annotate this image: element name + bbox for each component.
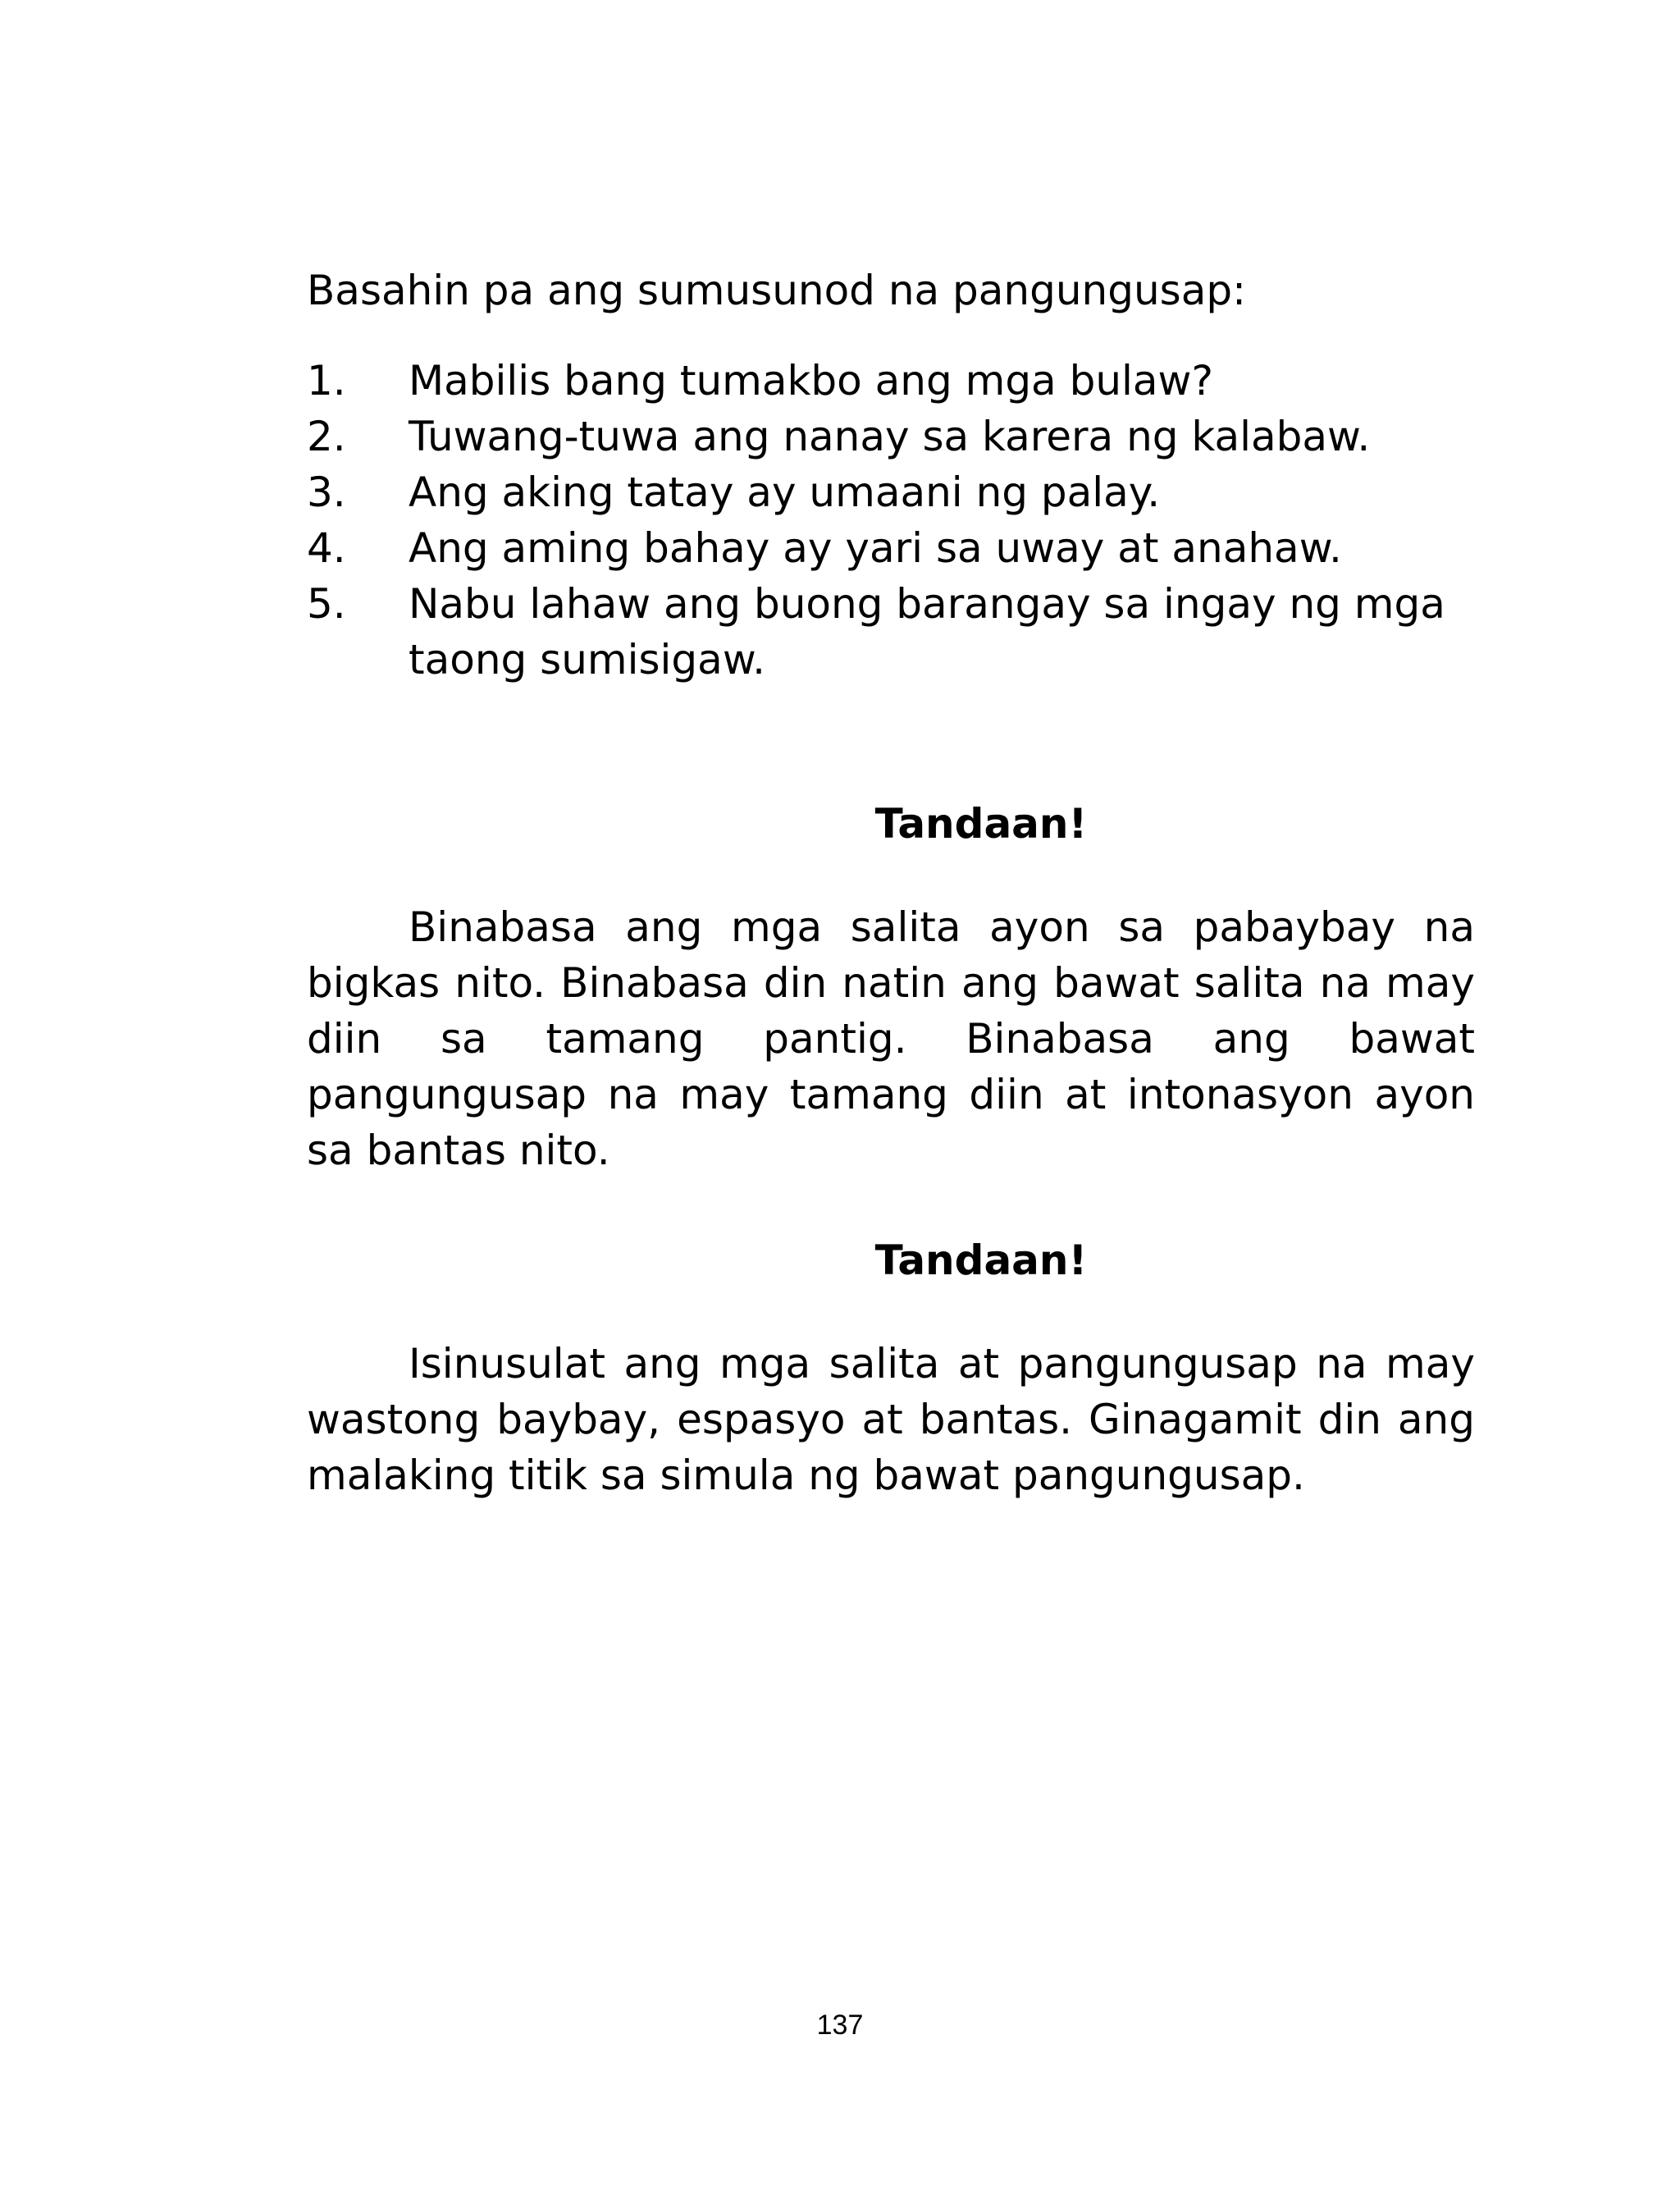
list-item [307, 520, 1475, 576]
sentence-list [307, 353, 1475, 688]
list-item-number: 1. [307, 357, 346, 405]
section-paragraph-2: Isinusulat ang mga salita at pangungusap na may wastong baybay, espasyo at bantas. Ginagamit din ang malaking titik sa simula ng bawat pangungusap. [307, 1340, 1475, 1499]
section-paragraph-1: Binabasa ang mga salita ayon sa pabaybay na bigkas nito. Binabasa din natin ang bawat salita na may diin sa tamang pantig. Binabasa ang bawat pangungusap na may tamang diin at intonasyon ayon sa bantas nito. [307, 903, 1475, 1174]
list-item-text: Mabilis bang tumakbo ang mga bulaw? [409, 357, 1213, 405]
section-heading-tandaan-2: Tandaan! [874, 1237, 1088, 1284]
list-item [307, 409, 1475, 464]
list-item-number: 3. [307, 469, 346, 516]
list-item-number: 5. [307, 580, 346, 628]
list-item-number: 2. [307, 413, 346, 460]
section-heading-tandaan-1: Tandaan! [874, 800, 1088, 848]
intro-text: Basahin pa ang sumusunod na pangungusap: [307, 267, 1246, 314]
list-item [307, 576, 1475, 688]
list-item-text: Ang aming bahay ay yari sa uway at anahaw. [409, 524, 1342, 572]
list-item [307, 464, 1475, 520]
list-item-text: Tuwang-tuwa ang nanay sa karera ng kalabaw. [409, 413, 1371, 460]
page-number: 137 [816, 2009, 864, 2041]
list-item [307, 353, 1475, 409]
document-body [307, 263, 1475, 1503]
list-item-text: Nabu lahaw ang buong barangay sa ingay ng mga taong sumisigaw. [409, 580, 1445, 684]
list-item-text: Ang aking tatay ay umaani ng palay. [409, 469, 1161, 516]
list-item-number: 4. [307, 524, 346, 572]
